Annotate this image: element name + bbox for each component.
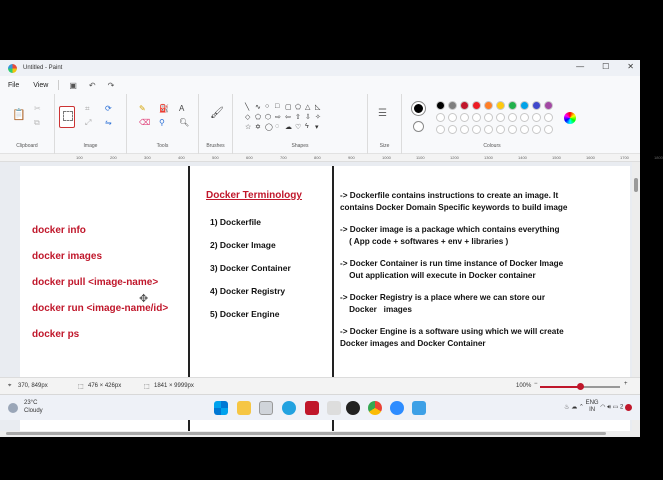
ruler-tick-label: 1000 <box>382 155 391 160</box>
system-tray <box>564 400 632 414</box>
callout-cloud-shape-icon[interactable]: ☁ <box>285 124 292 131</box>
description-line: -> Docker image is a package which contains everything <box>340 225 560 234</box>
selection-icon: ⬚ <box>78 384 84 390</box>
ruler-tick-label: 100 <box>76 155 83 160</box>
color-swatch[interactable] <box>448 125 457 134</box>
docker-commands-list <box>32 224 168 354</box>
brushes-label: Brushes <box>206 143 225 149</box>
weather-icon[interactable] <box>8 403 18 413</box>
description-line: Docker images <box>340 304 412 314</box>
ruler-tick-label: 800 <box>314 155 321 160</box>
palette-row-1 <box>436 101 553 110</box>
color-swatch[interactable] <box>472 113 481 122</box>
clipboard-label: Clipboard <box>16 143 38 149</box>
description-line: -> Docker Container is run time instance of Docker Image <box>340 259 564 268</box>
arrow-left-shape-icon[interactable]: ⇦ <box>285 114 291 121</box>
color-swatch[interactable] <box>532 101 541 110</box>
volume-icon[interactable]: 🔊︎ <box>607 404 613 411</box>
color-swatch[interactable] <box>544 113 553 122</box>
image-label: Image <box>83 143 98 149</box>
canvas-size: 1841 × 9999px <box>154 383 194 389</box>
color-swatch[interactable] <box>508 113 517 122</box>
description-dockerfile <box>340 190 625 213</box>
ruler-tick-label: 1200 <box>450 155 459 160</box>
description-line: Docker images and Docker Container <box>340 338 486 348</box>
description-line: -> Docker Registry is a place where we can store our <box>340 293 545 302</box>
app-icon-2[interactable] <box>412 401 426 415</box>
description-engine <box>340 326 625 349</box>
wifi-icon[interactable]: ◠ <box>600 404 608 411</box>
color-swatch[interactable] <box>448 101 457 110</box>
lang-region: IN <box>589 407 596 413</box>
rotate-icon[interactable]: ⟳ <box>105 104 112 113</box>
color-swatch[interactable] <box>532 113 541 122</box>
color-swatch[interactable] <box>496 113 505 122</box>
terminology-list <box>210 216 291 331</box>
color-swatch[interactable] <box>484 113 493 122</box>
paint-taskbar-icon[interactable] <box>259 401 273 415</box>
arrow-down-shape-icon[interactable]: ⇩ <box>305 114 311 121</box>
color-swatch[interactable] <box>544 125 553 134</box>
menu-view[interactable]: View <box>33 81 49 89</box>
ruler <box>0 154 663 162</box>
maximize-icon[interactable]: ☐ <box>602 62 610 71</box>
colours-label: Colours <box>483 143 501 149</box>
size-icon[interactable]: ☰ <box>378 108 387 119</box>
color-swatch[interactable] <box>460 125 469 134</box>
file-explorer-icon[interactable] <box>237 401 251 415</box>
ruler-tick-label: 1300 <box>484 155 493 160</box>
color-swatch[interactable] <box>496 125 505 134</box>
arrow-up-shape-icon[interactable]: ⇧ <box>295 114 301 121</box>
callout-round-shape-icon[interactable]: ◯ <box>265 124 273 131</box>
app-icon[interactable] <box>327 401 341 415</box>
tools-label: Tools <box>156 143 169 149</box>
polygon-shape-icon[interactable]: ⬠ <box>295 104 302 111</box>
terminology-item: 5) Docker Engine <box>210 309 280 319</box>
color-swatch[interactable] <box>520 113 529 122</box>
color-swatch[interactable] <box>448 113 457 122</box>
chrome-icon[interactable] <box>368 401 382 415</box>
hexagon-shape-icon[interactable]: ⬡ <box>265 114 272 121</box>
notification-badge[interactable] <box>625 404 632 411</box>
diamond-shape-icon[interactable]: ◇ <box>245 114 251 121</box>
color-swatch[interactable] <box>508 101 517 110</box>
menu-divider <box>58 80 59 90</box>
roundrect-shape-icon[interactable]: ▢ <box>285 104 292 111</box>
size-group <box>368 94 402 154</box>
description-line: contains Docker Domain Specific keywords to build image <box>340 202 568 212</box>
ruler-tick-label: 300 <box>144 155 151 160</box>
vertical-scroll-thumb[interactable] <box>634 178 638 192</box>
zoom-slider-fill <box>540 386 580 388</box>
color-swatch[interactable] <box>484 101 493 110</box>
color-swatch[interactable] <box>460 113 469 122</box>
color-swatch[interactable] <box>436 101 445 110</box>
weather-temp: 23°C <box>24 400 38 406</box>
color-swatch[interactable] <box>436 113 445 122</box>
description-image <box>340 224 625 247</box>
horizontal-scrollbar[interactable] <box>0 431 632 437</box>
heart-shape-icon[interactable]: ♡ <box>295 124 302 131</box>
clipboard-group <box>0 94 55 154</box>
cursor-position: 370, 849px <box>18 383 48 389</box>
lang-code: ENG <box>585 400 599 406</box>
crop-icon[interactable]: ⌗ <box>85 104 90 113</box>
ruler-tick-label: 1500 <box>552 155 561 160</box>
color-swatch[interactable] <box>436 125 445 134</box>
rtriangle-shape-icon[interactable]: ◺ <box>315 104 321 111</box>
shapes-gallery[interactable] <box>245 103 331 133</box>
color-swatch[interactable] <box>460 101 469 110</box>
cursor-position-icon: ⌖ <box>8 383 12 389</box>
rect-shape-icon[interactable]: □ <box>275 103 280 110</box>
resize-icon[interactable]: ⤢ <box>85 118 92 127</box>
star5-shape-icon[interactable]: ☆ <box>245 124 252 131</box>
copy-icon[interactable]: ⧉ <box>34 118 40 127</box>
color-swatch[interactable] <box>520 125 529 134</box>
description-registry <box>340 292 625 315</box>
oval-shape-icon[interactable]: ○ <box>265 103 270 110</box>
color-swatch[interactable] <box>508 125 517 134</box>
ruler-tick-label: 400 <box>178 155 185 160</box>
brush-icon[interactable]: 🖌︎ <box>210 107 224 119</box>
text-icon[interactable]: A <box>179 104 185 113</box>
paste-icon[interactable]: 📋 <box>12 109 26 121</box>
weather-desc: Cloudy <box>24 408 43 414</box>
pencil-icon[interactable]: ✎ <box>139 104 146 113</box>
horizontal-scroll-thumb[interactable] <box>6 432 606 435</box>
color-swatch[interactable] <box>520 101 529 110</box>
taskbar <box>0 394 640 420</box>
move-cursor-icon: ✥ <box>139 293 149 305</box>
pentagon-shape-icon[interactable]: ⬠ <box>255 114 262 121</box>
redo-icon[interactable]: ↷ <box>107 80 115 90</box>
ruler-tick-label: 900 <box>348 155 355 160</box>
command-item: docker images <box>32 251 103 262</box>
command-item: docker run <image-name/id> <box>32 303 169 314</box>
ruler-tick-label: 1700 <box>620 155 629 160</box>
color-swatch[interactable] <box>472 125 481 134</box>
terminology-item: 1) Dockerfile <box>210 217 262 227</box>
terminology-item: 2) Docker Image <box>210 240 276 250</box>
palette-row-3 <box>436 125 553 134</box>
zoom-in-icon[interactable]: + <box>624 381 628 387</box>
close-icon[interactable]: ✕ <box>627 62 634 71</box>
ruler-tick-label: 1400 <box>518 155 527 160</box>
zoom-out-icon[interactable]: − <box>534 381 538 387</box>
select-tool[interactable] <box>59 106 75 128</box>
brushes-group <box>199 94 233 154</box>
terminology-title: Docker Terminology <box>206 190 302 201</box>
notification-count[interactable]: 2 <box>619 404 624 411</box>
selection-size: 476 × 426px <box>88 383 122 389</box>
zoom-level: 100% <box>516 383 532 389</box>
ruler-tick-label: 500 <box>212 155 219 160</box>
color-swatch[interactable] <box>532 125 541 134</box>
edge-icon[interactable] <box>282 401 296 415</box>
command-item: docker ps <box>32 329 80 340</box>
magnifier-icon[interactable]: 🔍︎ <box>179 118 190 127</box>
save-icon[interactable]: ▣ <box>69 80 77 90</box>
battery-icon[interactable]: ▭ <box>612 404 620 411</box>
color-swatch[interactable] <box>484 125 493 134</box>
color-swatch[interactable] <box>472 101 481 110</box>
status-bar <box>0 377 640 394</box>
description-line: ( App code + softwares + env + libraries ) <box>340 236 509 246</box>
size-label: Size <box>379 143 390 149</box>
color-swatch[interactable] <box>496 101 505 110</box>
paint-app-icon <box>8 64 17 73</box>
start-icon[interactable] <box>214 401 228 415</box>
color-swatch[interactable] <box>544 101 553 110</box>
undo-icon[interactable]: ↶ <box>88 80 96 90</box>
tools-group <box>127 94 199 154</box>
edit-colours-icon[interactable] <box>564 112 576 124</box>
flip-icon[interactable]: ⇋ <box>105 118 112 127</box>
terminology-item: 4) Docker Registry <box>210 286 286 296</box>
descriptions <box>340 190 625 360</box>
ribbon <box>0 94 640 154</box>
lightning-shape-icon[interactable]: ϟ <box>305 123 309 130</box>
menu-file[interactable]: File <box>8 81 20 89</box>
callout-oval-shape-icon[interactable]: ◌ <box>275 123 280 130</box>
zoom-app-icon[interactable] <box>390 401 404 415</box>
description-line: Out application will execute in Docker container <box>340 270 536 280</box>
dell-icon[interactable] <box>346 401 360 415</box>
zoom-slider-thumb[interactable] <box>577 383 584 390</box>
fill-icon[interactable]: ⛽ <box>159 104 169 113</box>
star4-shape-icon[interactable]: ✧ <box>315 114 321 121</box>
weather-widget[interactable] <box>24 399 43 415</box>
screen <box>0 60 663 420</box>
curve-shape-icon[interactable]: ∿ <box>255 104 261 111</box>
language-indicator[interactable] <box>586 400 599 414</box>
ruler-tick-label: 600 <box>246 155 253 160</box>
triangle-shape-icon[interactable]: △ <box>305 104 311 111</box>
palette-row-2 <box>436 113 553 122</box>
title-bar <box>0 60 640 76</box>
command-item: docker pull <image-name> <box>32 277 159 288</box>
ruler-tick-label: 1600 <box>586 155 595 160</box>
description-container <box>340 258 625 281</box>
more-shapes-icon[interactable]: ▾ <box>315 124 319 131</box>
ruler-tick-label: 200 <box>110 155 117 160</box>
menu-bar <box>0 76 640 94</box>
command-item: docker info <box>32 225 86 236</box>
eraser-icon[interactable]: ⌫ <box>139 118 151 127</box>
cut-icon[interactable]: ✂ <box>34 104 41 113</box>
shapes-label: Shapes <box>291 143 309 149</box>
ruler-tick-label: 1800 <box>654 155 663 160</box>
image-group <box>55 94 127 154</box>
description-line: -> Docker Engine is a software using which we will create <box>340 327 564 336</box>
ruler-tick-label: 700 <box>280 155 287 160</box>
description-line: -> Dockerfile contains instructions to create an image. It <box>340 191 559 200</box>
canvas-size-icon: ⬚ <box>144 384 150 390</box>
line-shape-icon[interactable]: ╲ <box>245 104 250 111</box>
arrow-right-shape-icon[interactable]: ⇨ <box>275 114 281 121</box>
tray-icons[interactable]: ♨ ☁ ⌃ <box>564 404 586 411</box>
star6-shape-icon[interactable]: ✡ <box>255 124 261 131</box>
shapes-group <box>233 94 368 154</box>
window-title: Untitled - Paint <box>23 65 63 71</box>
ruler-tick-label: 1100 <box>416 155 425 160</box>
mcafee-icon[interactable] <box>305 401 319 415</box>
terminology-item: 3) Docker Container <box>210 263 291 273</box>
color-palette <box>412 101 553 137</box>
minimize-icon[interactable]: — <box>576 62 585 71</box>
color-picker-icon[interactable]: ⚲ <box>159 118 165 127</box>
